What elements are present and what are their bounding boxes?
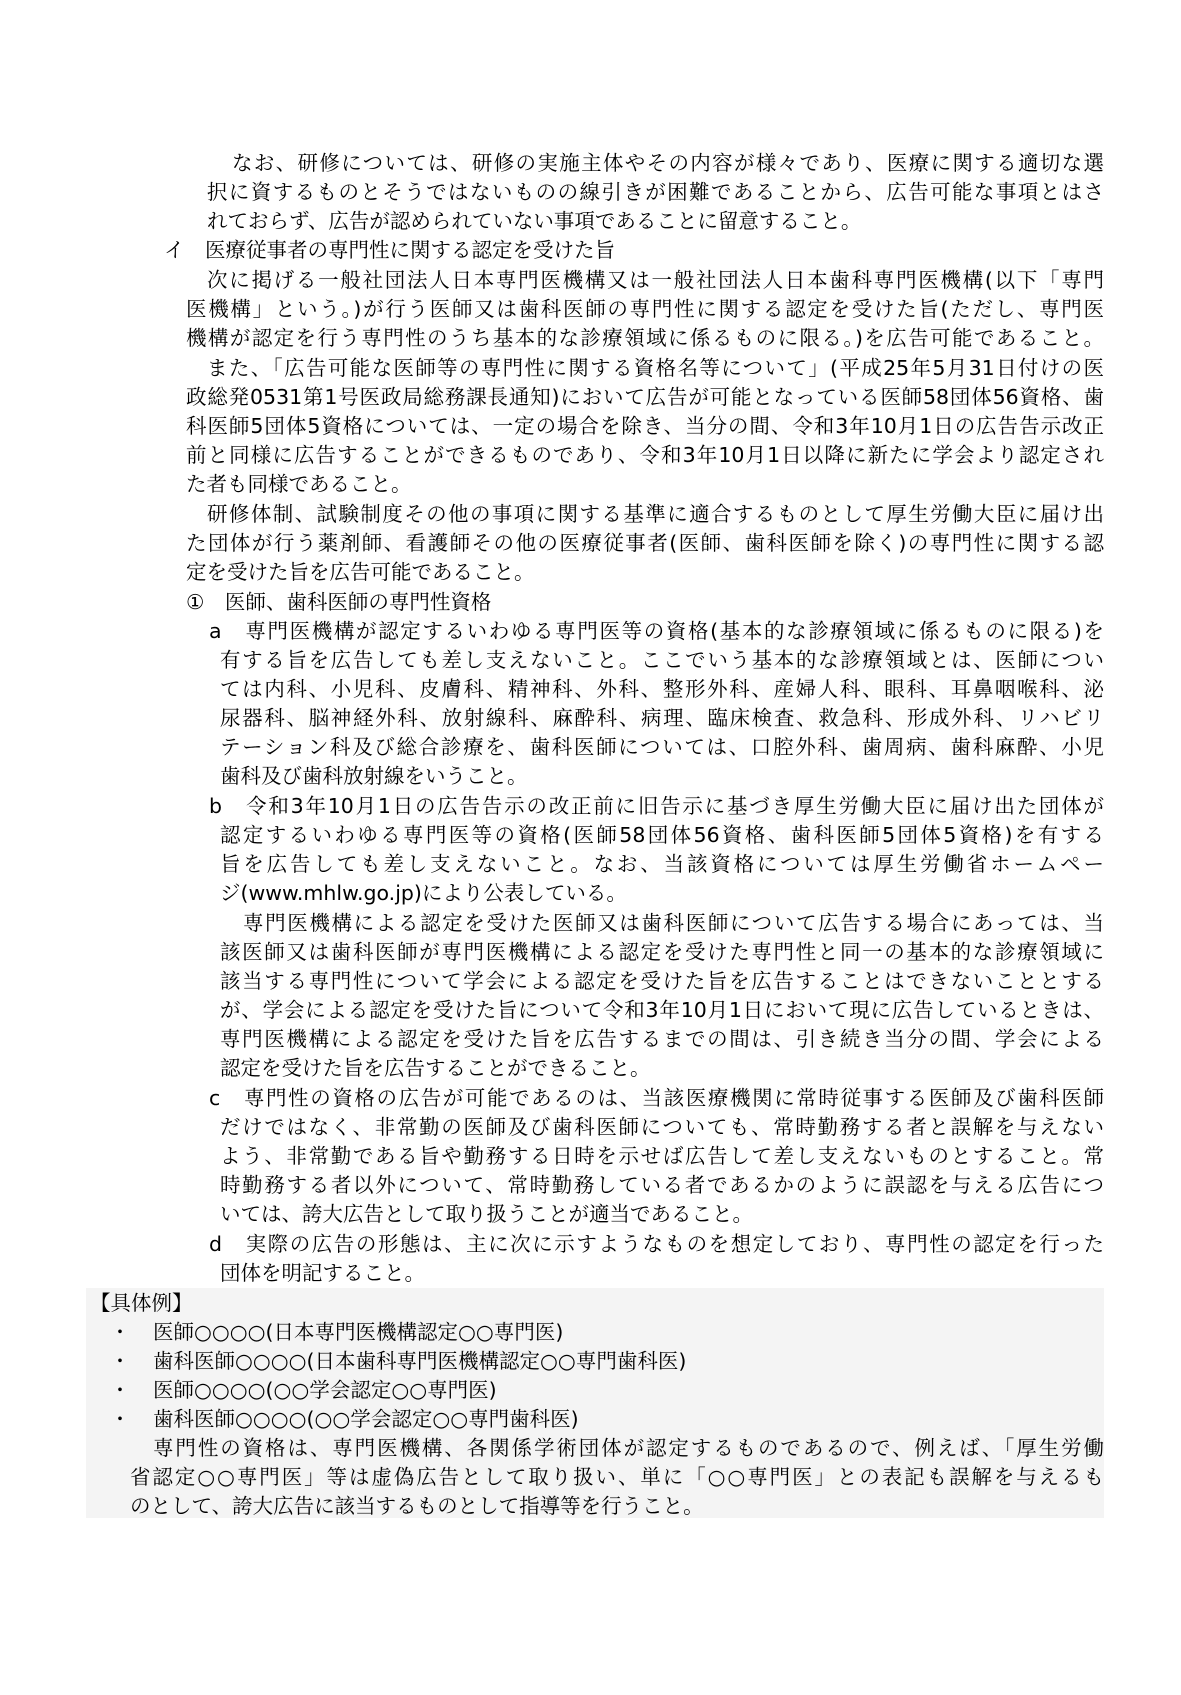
item-a-line: テーション科及び総合診療を、歯科医師については、口腔外科、歯周病、歯科麻酔、小児 [220,735,1104,759]
paragraph-line: なお、研修については、研修の実施主体やその内容が様々であり、医療に関する適切な選 [232,151,1104,175]
item-b-line: 認定するいわゆる専門医等の資格(医師58団体56資格、歯科医師5団体5資格)を有する [220,823,1104,847]
paragraph-line: 医機構」という。)が行う医師又は歯科医師の専門性に関する認定を受けた旨(ただし、専門医 [186,297,1104,321]
item-b-note-line: 認定を受けた旨を広告することができること。 [220,1056,651,1080]
item-c-line: よう、非常勤である旨や勤務する日時を示せば広告して差し支えないものとすること。常 [220,1144,1104,1168]
item-d-line: d 実際の広告の形態は、主に次に示すようなものを想定しており、専門性の認定を行った [209,1232,1104,1256]
item-d-line: 団体を明記すること。 [220,1261,425,1285]
paragraph-line: れておらず、広告が認められていない事項であることに留意すること。 [207,209,862,233]
section-heading: イ 医療従事者の専門性に関する認定を受けた旨 [164,238,615,262]
item-b-note-line: 該医師又は歯科医師が専門医機構による認定を受けた専門性と同一の基本的な診療領域に [220,940,1104,964]
bullet-icon: ・ [110,1320,130,1344]
examples-title: 【具体例】 [90,1291,193,1315]
example-item: 医師○○○○(○○学会認定○○専門医) [153,1378,497,1402]
item-b-note-line: 専門医機構による認定を受けた旨を広告するまでの間は、引き続き当分の間、学会による [220,1027,1104,1051]
bullet-icon: ・ [110,1407,130,1431]
bullet-icon: ・ [110,1349,130,1373]
item-b-note-line: が、学会による認定を受けた旨について令和3年10月1日において現に広告しているときは、 [220,998,1104,1022]
subsection-heading: ① 医師、歯科医師の専門性資格 [186,590,492,614]
item-a-line: 尿器科、脳神経外科、放射線科、麻酔科、病理、臨床検査、救急科、形成外科、リハビリ [220,706,1104,730]
paragraph-line: 前と同様に広告することができるものであり、令和3年10月1日以降に新たに学会より認定され [186,443,1104,467]
paragraph-line: 科医師5団体5資格については、一定の場合を除き、当分の間、令和3年10月1日の広告告示改正 [186,414,1104,438]
item-b-note-line: 専門医機構による認定を受けた医師又は歯科医師について広告する場合にあっては、当 [243,911,1104,935]
paragraph-line: 次に掲げる一般社団法人日本専門医機構又は一般社団法人日本歯科専門医機構(以下「専門 [207,268,1104,292]
item-c-line: いては、誇大広告として取り扱うことが適当であること。 [220,1202,753,1226]
paragraph-line: また、「広告可能な医師等の専門性に関する資格名等について」(平成25年5月31日付けの医 [207,356,1104,380]
item-c-line: 時勤務する者以外について、常時勤務している者であるかのように誤認を与える広告につ [220,1173,1104,1197]
item-b-line: ジ(www.mhlw.go.jp)により公表している。 [220,881,627,905]
example-item: 医師○○○○(日本専門医機構認定○○専門医) [153,1320,564,1344]
paragraph-line: 研修体制、試験制度その他の事項に関する基準に適合するものとして厚生労働大臣に届け出 [207,502,1104,526]
paragraph-line: 機構が認定を行う専門性のうち基本的な診療領域に係るものに限る。)を広告可能であること。 [186,326,1104,350]
item-c-line: c 専門性の資格の広告が可能であるのは、当該医療機関に常時従事する医師及び歯科医師 [209,1086,1104,1110]
examples-note-line: のとして、誇大広告に該当するものとして指導等を行うこと。 [130,1494,704,1518]
item-c-line: だけではなく、非常勤の医師及び歯科医師についても、常時勤務する者と誤解を与えない [220,1115,1104,1139]
bullet-icon: ・ [110,1378,130,1402]
examples-note-line: 専門性の資格は、専門医機構、各関係学術団体が認定するものであるので、例えば、「厚生労働 [153,1436,1104,1460]
example-item: 歯科医師○○○○(○○学会認定○○専門歯科医) [153,1407,579,1431]
paragraph-line: 定を受けた旨を広告可能であること。 [186,560,535,584]
item-b-line: 旨を広告しても差し支えないこと。なお、当該資格については厚生労働省ホームペー [220,852,1104,876]
paragraph-line: た者も同様であること。 [186,472,412,496]
item-a-line: 有する旨を広告しても差し支えないこと。ここでいう基本的な診療領域とは、医師につい [220,648,1104,672]
item-b-line: b 令和3年10月1日の広告告示の改正前に旧告示に基づき厚生労働大臣に届け出た団体が [209,794,1104,818]
item-a-line: ては内科、小児科、皮膚科、精神科、外科、整形外科、産婦人科、眼科、耳鼻咽喉科、泌 [220,677,1104,701]
paragraph-line: 政総発0531第1号医政局総務課長通知)において広告が可能となっている医師58団体56資格、歯 [186,385,1104,409]
item-a-line: 歯科及び歯科放射線をいうこと。 [220,764,528,788]
examples-note-line: 省認定○○専門医」等は虚偽広告として取り扱い、単に「○○専門医」との表記も誤解を与えるも [130,1465,1104,1489]
item-a-line: a 専門医機構が認定するいわゆる専門医等の資格(基本的な診療領域に係るものに限る)を [209,619,1104,643]
paragraph-line: 択に資するものとそうではないものの線引きが困難であることから、広告可能な事項とはさ [207,180,1104,204]
paragraph-line: た団体が行う薬剤師、看護師その他の医療従事者(医師、歯科医師を除く)の専門性に関する認 [186,531,1104,555]
example-item: 歯科医師○○○○(日本歯科専門医機構認定○○専門歯科医) [153,1349,687,1373]
item-b-note-line: 該当する専門性について学会による認定を受けた旨を広告することはできないこととする [220,969,1104,993]
